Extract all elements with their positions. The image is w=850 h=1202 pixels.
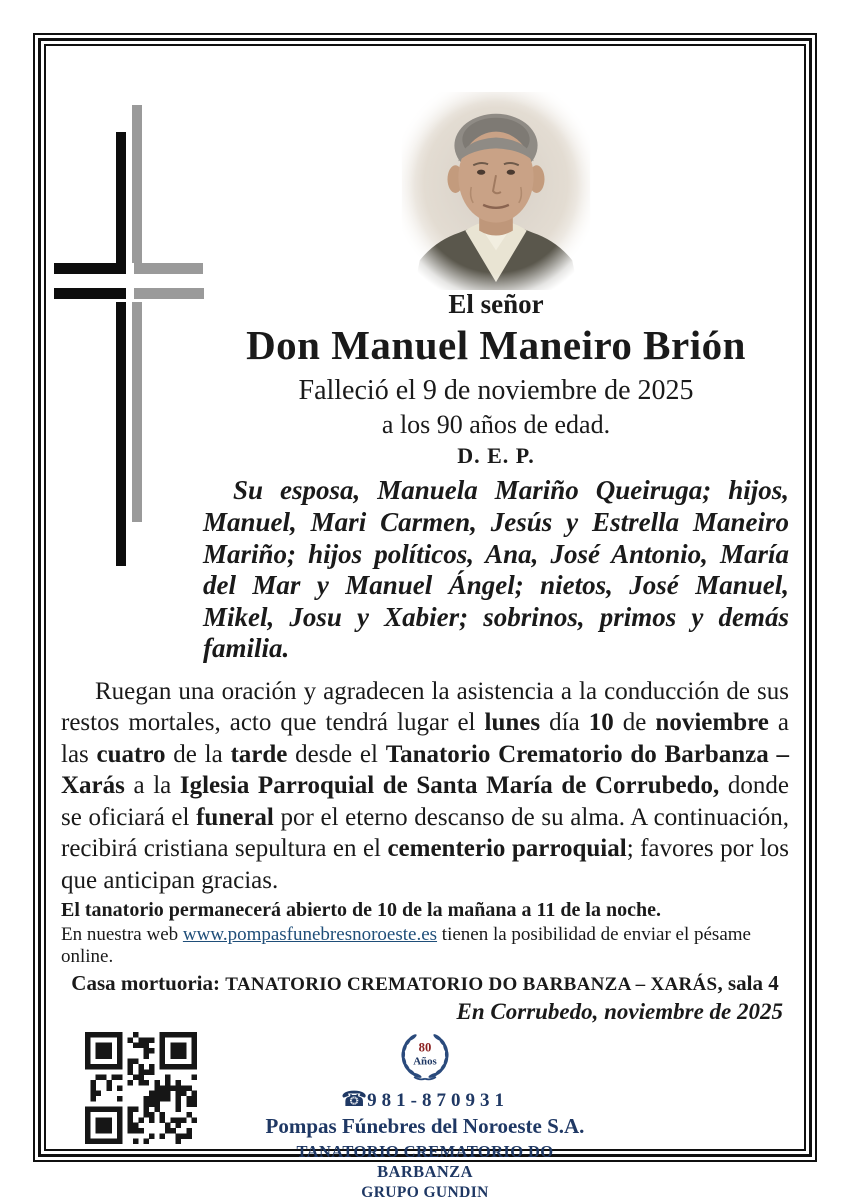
mortuary-line [61, 971, 789, 996]
text-segment: a la [124, 772, 180, 800]
age-line: a los 90 años de edad. [381, 409, 611, 439]
text-segment: desde el [287, 740, 386, 768]
website-link[interactable]: www.pompasfunebresnoroeste.es [182, 924, 438, 946]
announcement-paragraph [61, 676, 789, 897]
text-segment: por el eterno descanso de su alma. A continuación, recibirá cristiana sepultura en el [61, 803, 789, 863]
text-segment: noviembre [655, 709, 769, 737]
salutation: El señor [448, 289, 544, 319]
portrait-photo [401, 92, 591, 290]
text-segment: , sala 4 [717, 971, 779, 996]
footer [61, 1028, 789, 1202]
text-segment: de la [165, 740, 231, 768]
company-name: Pompas Fúnebres del Noroeste S.A. [265, 1114, 585, 1139]
text-segment: de [613, 709, 656, 737]
text-segment: tarde [230, 740, 288, 768]
web-condolence-line [61, 924, 789, 968]
group-name: GRUPO GUNDIN [361, 1184, 489, 1202]
qr-code [85, 1032, 197, 1144]
phone-number: 981-870931 [367, 1090, 509, 1112]
facility-name: TANATORIO CREMATORIO DO BARBANZA [296, 1142, 554, 1182]
frame-inner-line [44, 44, 806, 1202]
text-segment: cuatro [96, 740, 166, 768]
esquela-card [46, 46, 804, 1202]
text-segment: donde se oficiará el [61, 772, 790, 831]
rip-abbreviation: D. E. P. [457, 443, 535, 469]
phone-line [255, 1087, 595, 1112]
text-segment: Tanatorio Crematorio do Barbanza – Xarás [61, 740, 789, 800]
frame-middle-line [38, 38, 812, 1202]
dateline: En Corrubedo, noviembre de 2025 [456, 998, 783, 1024]
anniversary-years: 80 [418, 1040, 432, 1055]
family-paragraph: Su esposa, Manuela Mariño Queiruga; hijos, Manuel, Mari Carmen, Jesús y Estrella Maneiro Mariño; hijos políticos, Ana, José Antonio, María del Mar y Manuel Ángel; nietos, José Manuel, Mikel, Josu y Xabier; sobrinos, primos y demás familia. [203, 475, 789, 664]
text-segment: TANATORIO CREMATORIO DO BARBANZA – XARÁS [225, 974, 718, 996]
text-segment: día [540, 709, 589, 737]
text-segment: lunes [484, 709, 541, 737]
text-segment: tienen la posibilidad de enviar el pésame online. [61, 924, 751, 968]
anniversary-label: Años [413, 1055, 437, 1068]
tanatorio-hours-line: El tanatorio permanecerá abierto de 10 de la mañana a 11 de la noche. [61, 899, 661, 922]
text-segment: a las [61, 709, 789, 768]
funeral-home-block [255, 1028, 595, 1202]
page-frame [33, 33, 817, 1202]
text-segment: Ruegan una oración y agradecen la asistencia a la conducción de sus restos mortales, acto que tendrá lugar el [61, 677, 789, 737]
text-segment: cementerio parroquial [387, 835, 627, 863]
text-segment: Casa mortuoria: [71, 971, 226, 996]
text-segment: 10 [588, 709, 614, 737]
telephone-icon: ☎ [341, 1087, 368, 1112]
death-date-line: Falleció el 9 de noviembre de 2025 [298, 374, 694, 406]
deceased-name: Don Manuel Maneiro Brión [246, 321, 746, 368]
text-segment: funeral [196, 803, 274, 831]
text-segment: En nuestra web [61, 924, 183, 946]
memorial-cross-icon [52, 100, 204, 568]
text-segment: ; favores por los que anticipan gracias. [61, 835, 790, 894]
text-segment: Iglesia Parroquial de Santa María de Corrubedo, [179, 772, 720, 800]
laurel-wreath-icon [392, 1028, 458, 1086]
